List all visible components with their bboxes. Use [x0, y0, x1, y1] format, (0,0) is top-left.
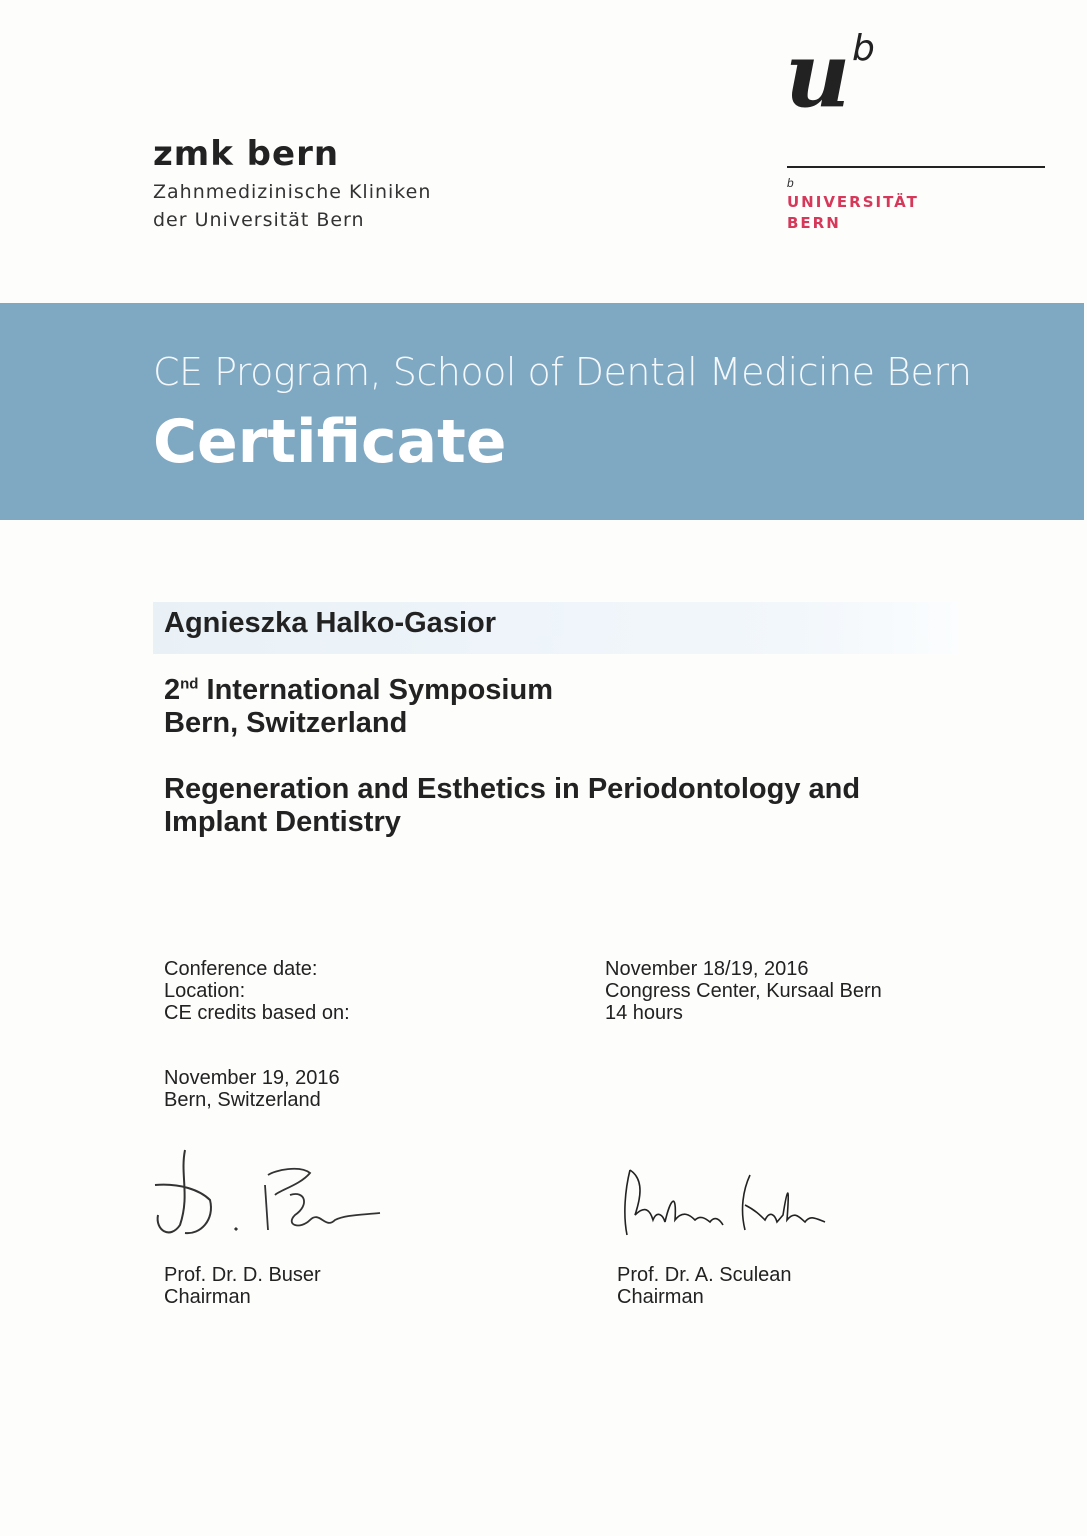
- label-location: Location:: [164, 980, 246, 1002]
- signatory-1-name: Prof. Dr. D. Buser: [164, 1264, 321, 1286]
- event-ordinal-suffix: nd: [180, 675, 199, 693]
- label-conference-date: Conference date:: [164, 958, 318, 980]
- zmk-subtitle-line2: der Universität Bern: [153, 209, 365, 231]
- unibe-name-line2: BERN: [787, 214, 841, 232]
- unibe-name-line1: UNIVERSITÄT: [787, 193, 919, 211]
- program-title: CE Program, School of Dental Medicine Bern: [153, 350, 972, 394]
- value-location: Congress Center, Kursaal Bern: [605, 980, 882, 1002]
- signatory-2-role: Chairman: [617, 1286, 704, 1308]
- signatory-1-role: Chairman: [164, 1286, 251, 1308]
- unibe-small-b: b: [787, 176, 794, 190]
- event-topic-line2: Implant Dentistry: [164, 806, 401, 838]
- zmk-logo-title: zmk bern: [153, 134, 340, 174]
- issue-place: Bern, Switzerland: [164, 1089, 321, 1111]
- signatory-2: [617, 1264, 792, 1308]
- zmk-subtitle-line1: Zahnmedizinische Kliniken: [153, 181, 432, 203]
- signature-buser: [150, 1145, 390, 1245]
- issue-date: November 19, 2016: [164, 1067, 340, 1089]
- details-values: [605, 958, 882, 1024]
- event-ordinal: 2: [164, 674, 181, 706]
- recipient-name: Agnieszka Halko-Gasior: [164, 607, 496, 639]
- event-title: International Symposium: [206, 674, 553, 706]
- unibe-logo-b: b: [852, 28, 875, 69]
- signatory-2-name: Prof. Dr. A. Sculean: [617, 1264, 792, 1286]
- signatory-1: [164, 1264, 321, 1308]
- value-conference-date: November 18/19, 2016: [605, 958, 809, 980]
- certificate-heading: Certificate: [153, 407, 507, 477]
- event-topic-line1: Regeneration and Esthetics in Periodontology and: [164, 773, 861, 805]
- unibe-logo-rule: [787, 166, 1045, 168]
- issue-info: [164, 1067, 340, 1111]
- details-labels: [164, 958, 350, 1024]
- signature-sculean: [615, 1160, 835, 1240]
- value-ce-credits: 14 hours: [605, 1002, 683, 1024]
- label-ce-credits: CE credits based on:: [164, 1002, 350, 1024]
- event-name: [164, 674, 553, 707]
- event-place: Bern, Switzerland: [164, 707, 408, 739]
- unibe-logo-u: u: [785, 22, 851, 128]
